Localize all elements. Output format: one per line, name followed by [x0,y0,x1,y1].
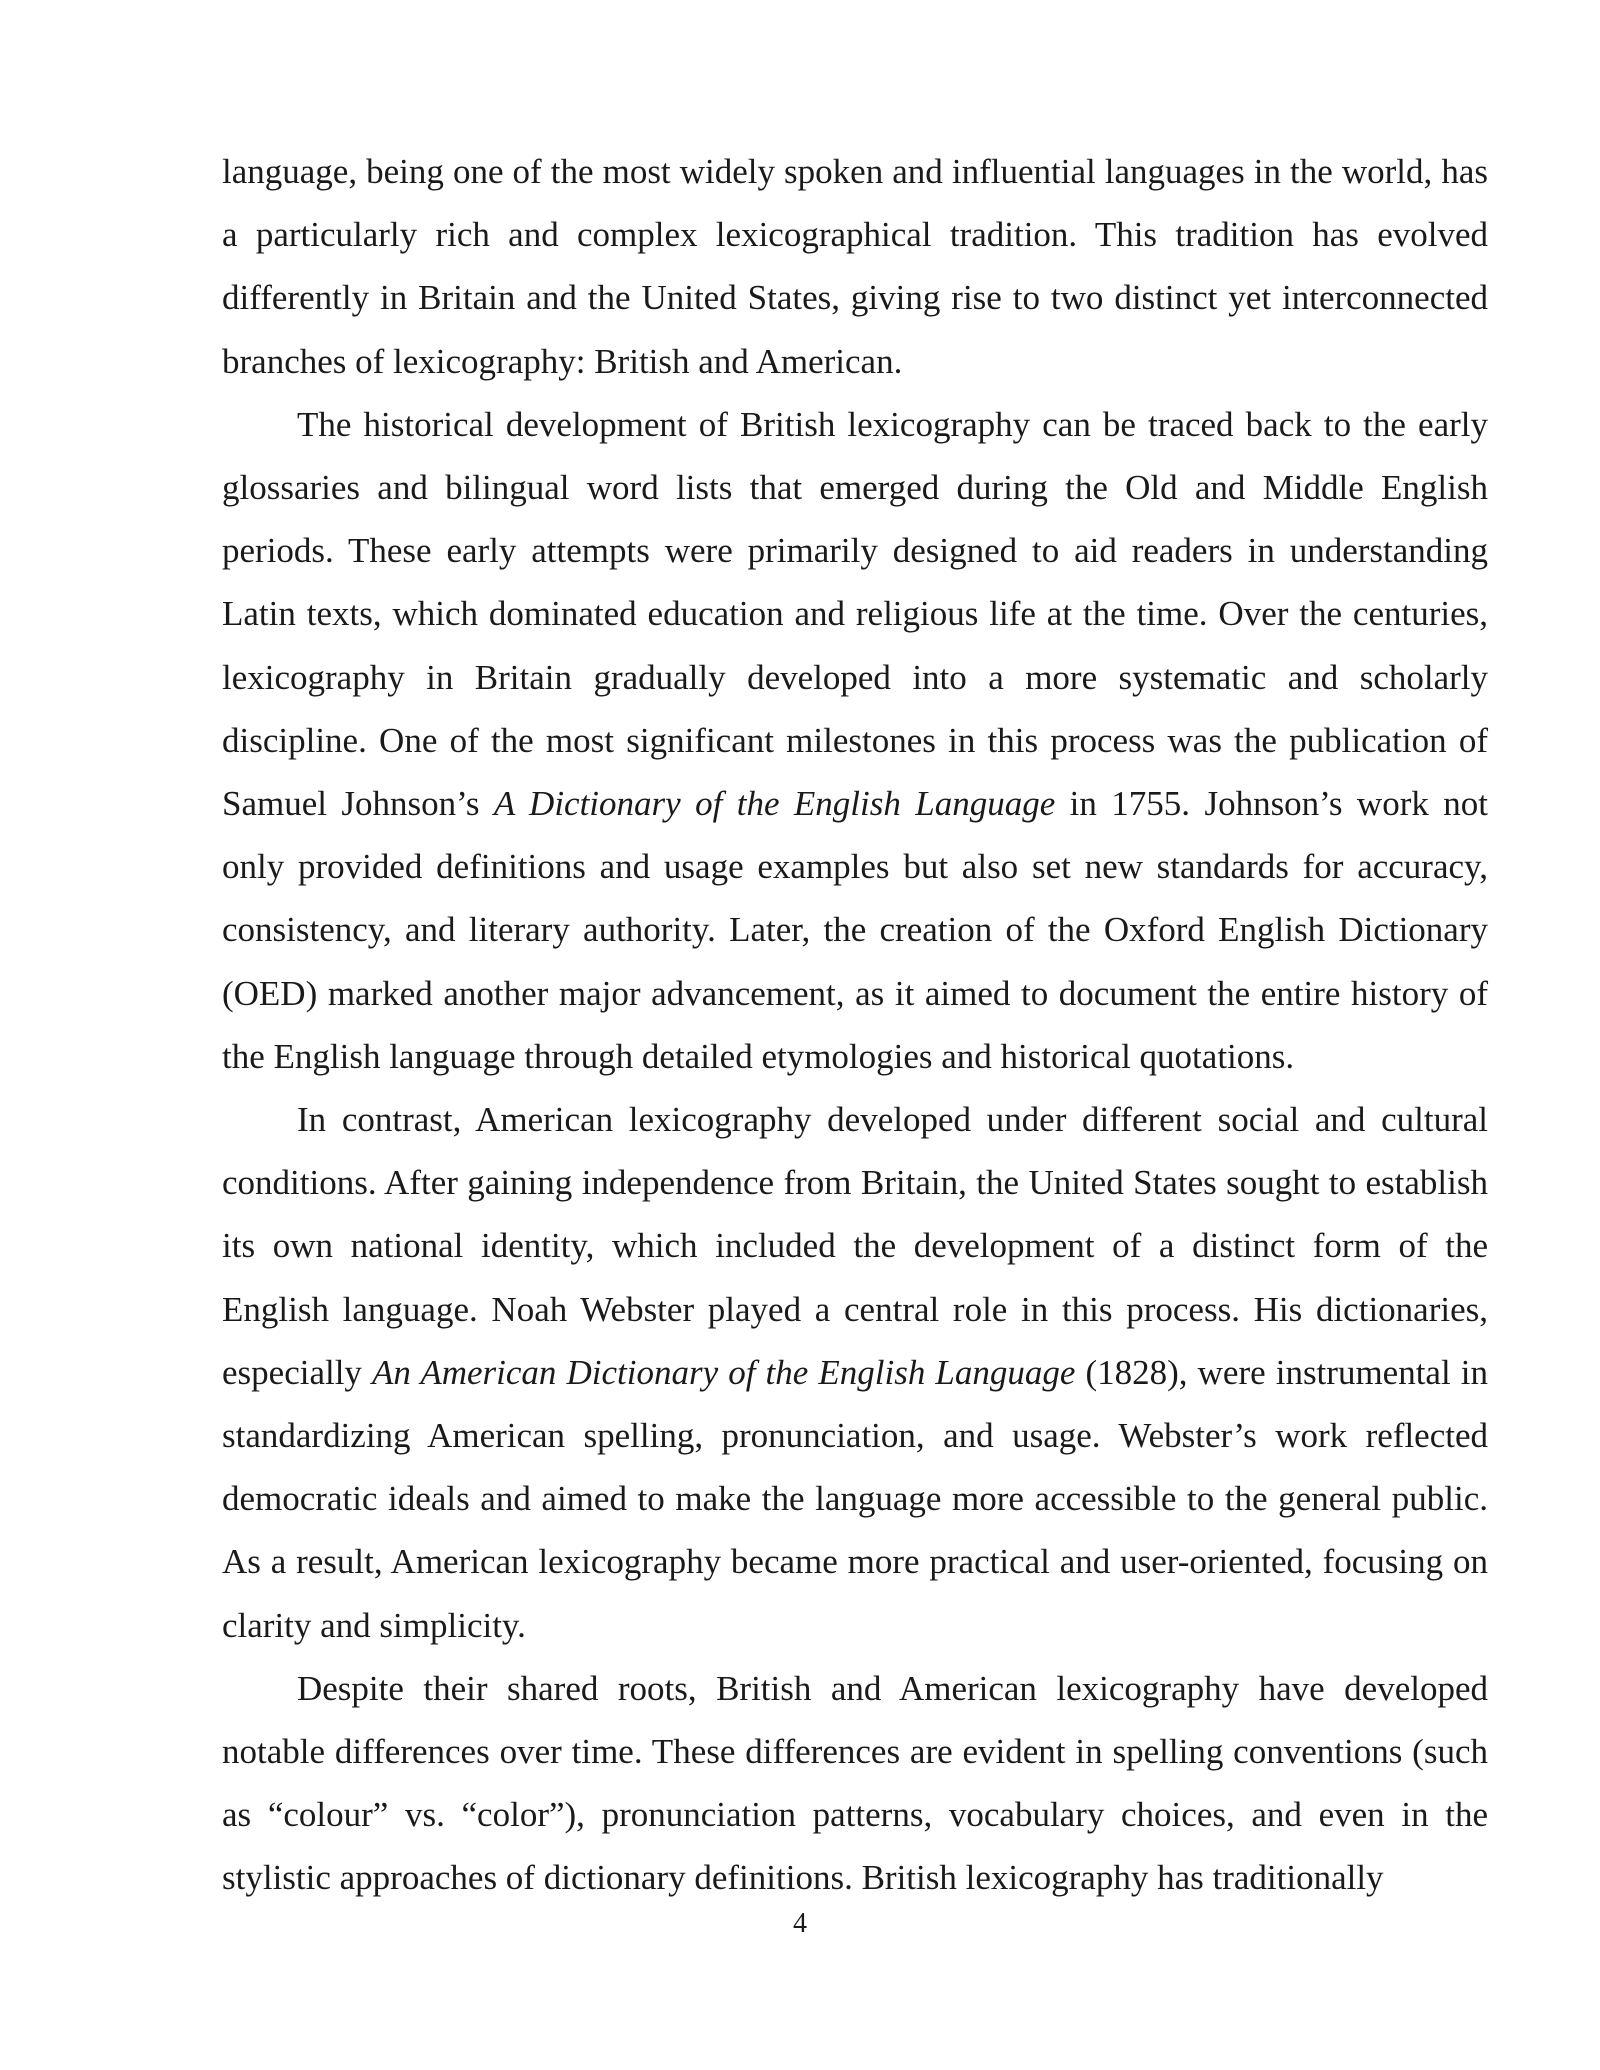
paragraph-2-text-end: in 1755. Johnson’s work not only provided definitions and usage examples but also set new standards for accuracy, consistency, and literary authority. Later, the creation of the Oxford English Dictionary (OED) marked another major advancement, as it aimed to document the entire history of the English language through detailed etymologies and historical quotations. [222,784,1488,1076]
page-number: 4 [793,1908,807,1939]
paragraph-1 [222,140,1488,393]
paragraph-1-text: language, being one of the most widely spoken and influential languages in the world, has a particularly rich and complex lexicographical tradition. This tradition has evolved differently in Britain and the United States, giving rise to two distinct yet interconnected branches of lexicography: British and American. [222,152,1488,381]
paragraph-3-text-start: In contrast, American lexicography developed under different social and cultural conditions. After gaining independence from Britain, the United States sought to establish its own national identity, which included the development of a distinct form of the English language. Noah Webster played a central role in this process. His dictionaries, especially [222,1100,1488,1392]
book-title-webster: An American Dictionary of the English Language [372,1352,1076,1392]
paragraph-2-text-start: The historical development of British lexicography can be traced back to the early glossaries and bilingual word lists that emerged during the Old and Middle English periods. These early attempts were primarily designed to aid readers in understanding Latin texts, which dominated education and religious life at the time. Over the centuries, lexicography in Britain gradually developed into a more systematic and scholarly discipline. One of the most significant milestones in this process was the publication of Samuel Johnson’s [222,404,1488,824]
paragraph-2 [222,393,1488,1088]
paragraph-3 [222,1088,1488,1657]
paragraph-3-text-end: (1828), were instrumental in standardizing American spelling, pronunciation, and usage. Webster’s work reflected democratic ideals and aimed to make the language more accessible to the general public. As a result, American lexicography became more practical and user-oriented, focusing on clarity and simplicity. [222,1352,1488,1645]
paragraph-4 [222,1657,1488,1910]
body-text [222,140,1488,1910]
book-title-johnson: A Dictionary of the English Language [493,784,1056,824]
paragraph-4-text: Despite their shared roots, British and American lexicography have developed notable differences over time. These differences are evident in spelling conventions (such as “colour” vs. “color”), pronunciation patterns, vocabulary choices, and even in the stylistic approaches of dictionary definitions. British lexicography has traditionally [222,1668,1488,1898]
